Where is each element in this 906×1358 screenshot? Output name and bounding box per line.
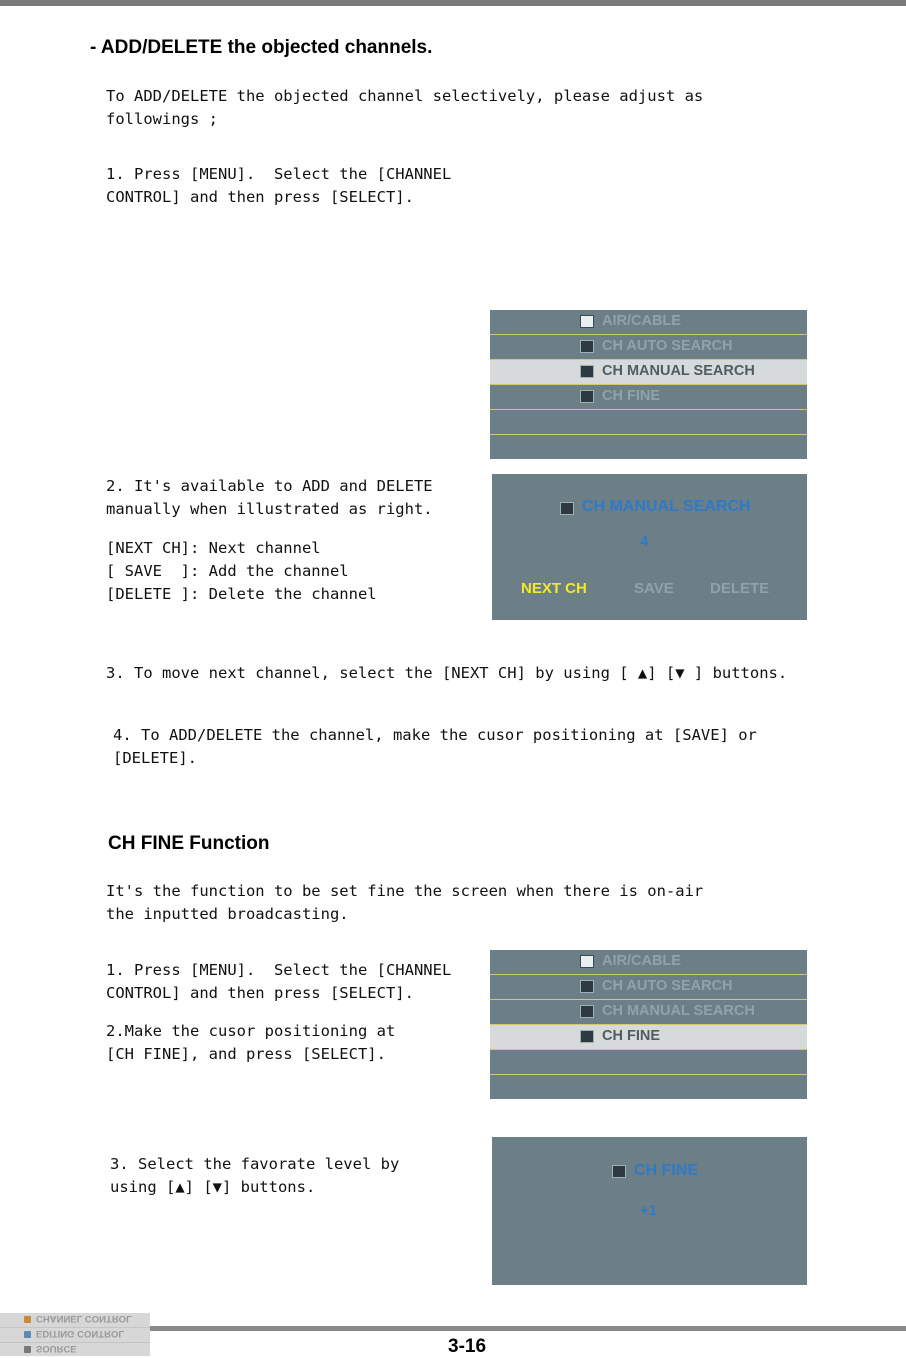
thumb-icon [24,1316,31,1323]
fine-intro-line-2: the inputted broadcasting. [106,905,349,923]
menu-item-label: CH AUTO SEARCH [602,338,733,354]
menu-item-label: CH AUTO SEARCH [602,978,733,994]
thumb-row [0,1313,150,1328]
thumb-icon [24,1331,31,1338]
menu-item-ch-fine[interactable] [490,1025,807,1050]
menu-item-label: CH MANUAL SEARCH [602,1003,755,1019]
step2-line-1: 2. It's available to ADD and DELETE [106,477,433,495]
step1-line-1: 1. Press [MENU]. Select the [CHANNEL [106,165,452,183]
menu-item-air-cable[interactable] [490,950,807,975]
step1-line-2: CONTROL] and then press [SELECT]. [106,188,414,206]
channel-number: 4 [640,533,649,550]
section-heading-add-delete: - ADD/DELETE the objected channels. [90,37,433,58]
menu-item-label: AIR/CABLE [602,953,681,969]
manual-search-icon [580,365,594,378]
save-button[interactable]: SAVE [634,580,674,597]
menu-empty-row [490,1050,807,1075]
manual-search-panel [492,474,807,620]
key-delete: [DELETE ]: Delete the channel [106,585,377,603]
panel-title: CH MANUAL SEARCH [582,498,751,515]
auto-search-icon [580,340,594,353]
menu-item-label: CH FINE [602,1028,660,1044]
key-next-ch: [NEXT CH]: Next channel [106,539,321,557]
delete-button[interactable]: DELETE [710,580,770,597]
step4-line-1: 4. To ADD/DELETE the channel, make the cusor positioning at [SAVE] or [113,726,757,744]
fine-icon [580,1030,594,1043]
channel-control-menu [490,310,807,459]
key-save: [ SAVE ]: Add the channel [106,562,349,580]
thumb-label: SOURCE [36,1343,77,1354]
menu-item-air-cable[interactable] [490,310,807,335]
manual-search-icon [580,1005,594,1018]
menu-item-ch-auto-search[interactable] [490,975,807,1000]
thumb-label: CHANNEL CONTROL [36,1313,132,1324]
fine-step1-line-2: CONTROL] and then press [SELECT]. [106,984,414,1002]
fine-icon [580,390,594,403]
step2-line-2: manually when illustrated as right. [106,500,433,518]
auto-search-icon [580,980,594,993]
menu-item-ch-manual-search[interactable] [490,360,807,385]
menu-item-ch-auto-search[interactable] [490,335,807,360]
thumb-row [0,1328,150,1343]
intro-line-2: followings ; [106,110,218,128]
fine-step1-line-1: 1. Press [MENU]. Select the [CHANNEL [106,961,452,979]
menu-empty-row [490,410,807,435]
section-heading-ch-fine: CH FINE Function [108,833,270,854]
menu-item-ch-manual-search[interactable] [490,1000,807,1025]
thumb-row [0,1343,150,1356]
top-rule [0,0,906,6]
manual-search-icon [560,502,574,515]
ch-fine-panel [492,1137,807,1285]
fine-step2-line-2: [CH FINE], and press [SELECT]. [106,1045,386,1063]
menu-item-label: AIR/CABLE [602,313,681,329]
fine-level-value: +1 [640,1202,658,1219]
intro-line-1: To ADD/DELETE the objected channel selectively, please adjust as [106,87,704,105]
footer-rule [150,1326,906,1331]
panel-title: CH FINE [634,1162,698,1179]
menu-item-label: CH FINE [602,388,660,404]
step3-line: 3. To move next channel, select the [NEXT CH] by using [ ▲] [▼ ] buttons. [106,664,788,682]
thumb-icon [24,1346,31,1353]
menu-empty-row [490,435,807,459]
air-cable-icon [580,955,594,968]
next-ch-button[interactable]: NEXT CH [521,580,587,597]
air-cable-icon [580,315,594,328]
page-number: 3-16 [448,1336,487,1357]
section-thumbnail [0,1313,150,1356]
menu-item-label: CH MANUAL SEARCH [602,363,755,379]
menu-item-ch-fine[interactable] [490,385,807,410]
fine-step3-line-1: 3. Select the favorate level by [110,1155,400,1173]
fine-intro-line-1: It's the function to be set fine the screen when there is on-air [106,882,704,900]
thumb-label: EDITING CONTROL [36,1328,125,1339]
step4-line-2: [DELETE]. [113,749,197,767]
fine-icon [612,1165,626,1178]
menu-empty-row [490,1075,807,1099]
channel-control-menu-2 [490,950,807,1099]
fine-step3-line-2: using [▲] [▼] buttons. [110,1178,316,1196]
fine-step2-line-1: 2.Make the cusor positioning at [106,1022,396,1040]
